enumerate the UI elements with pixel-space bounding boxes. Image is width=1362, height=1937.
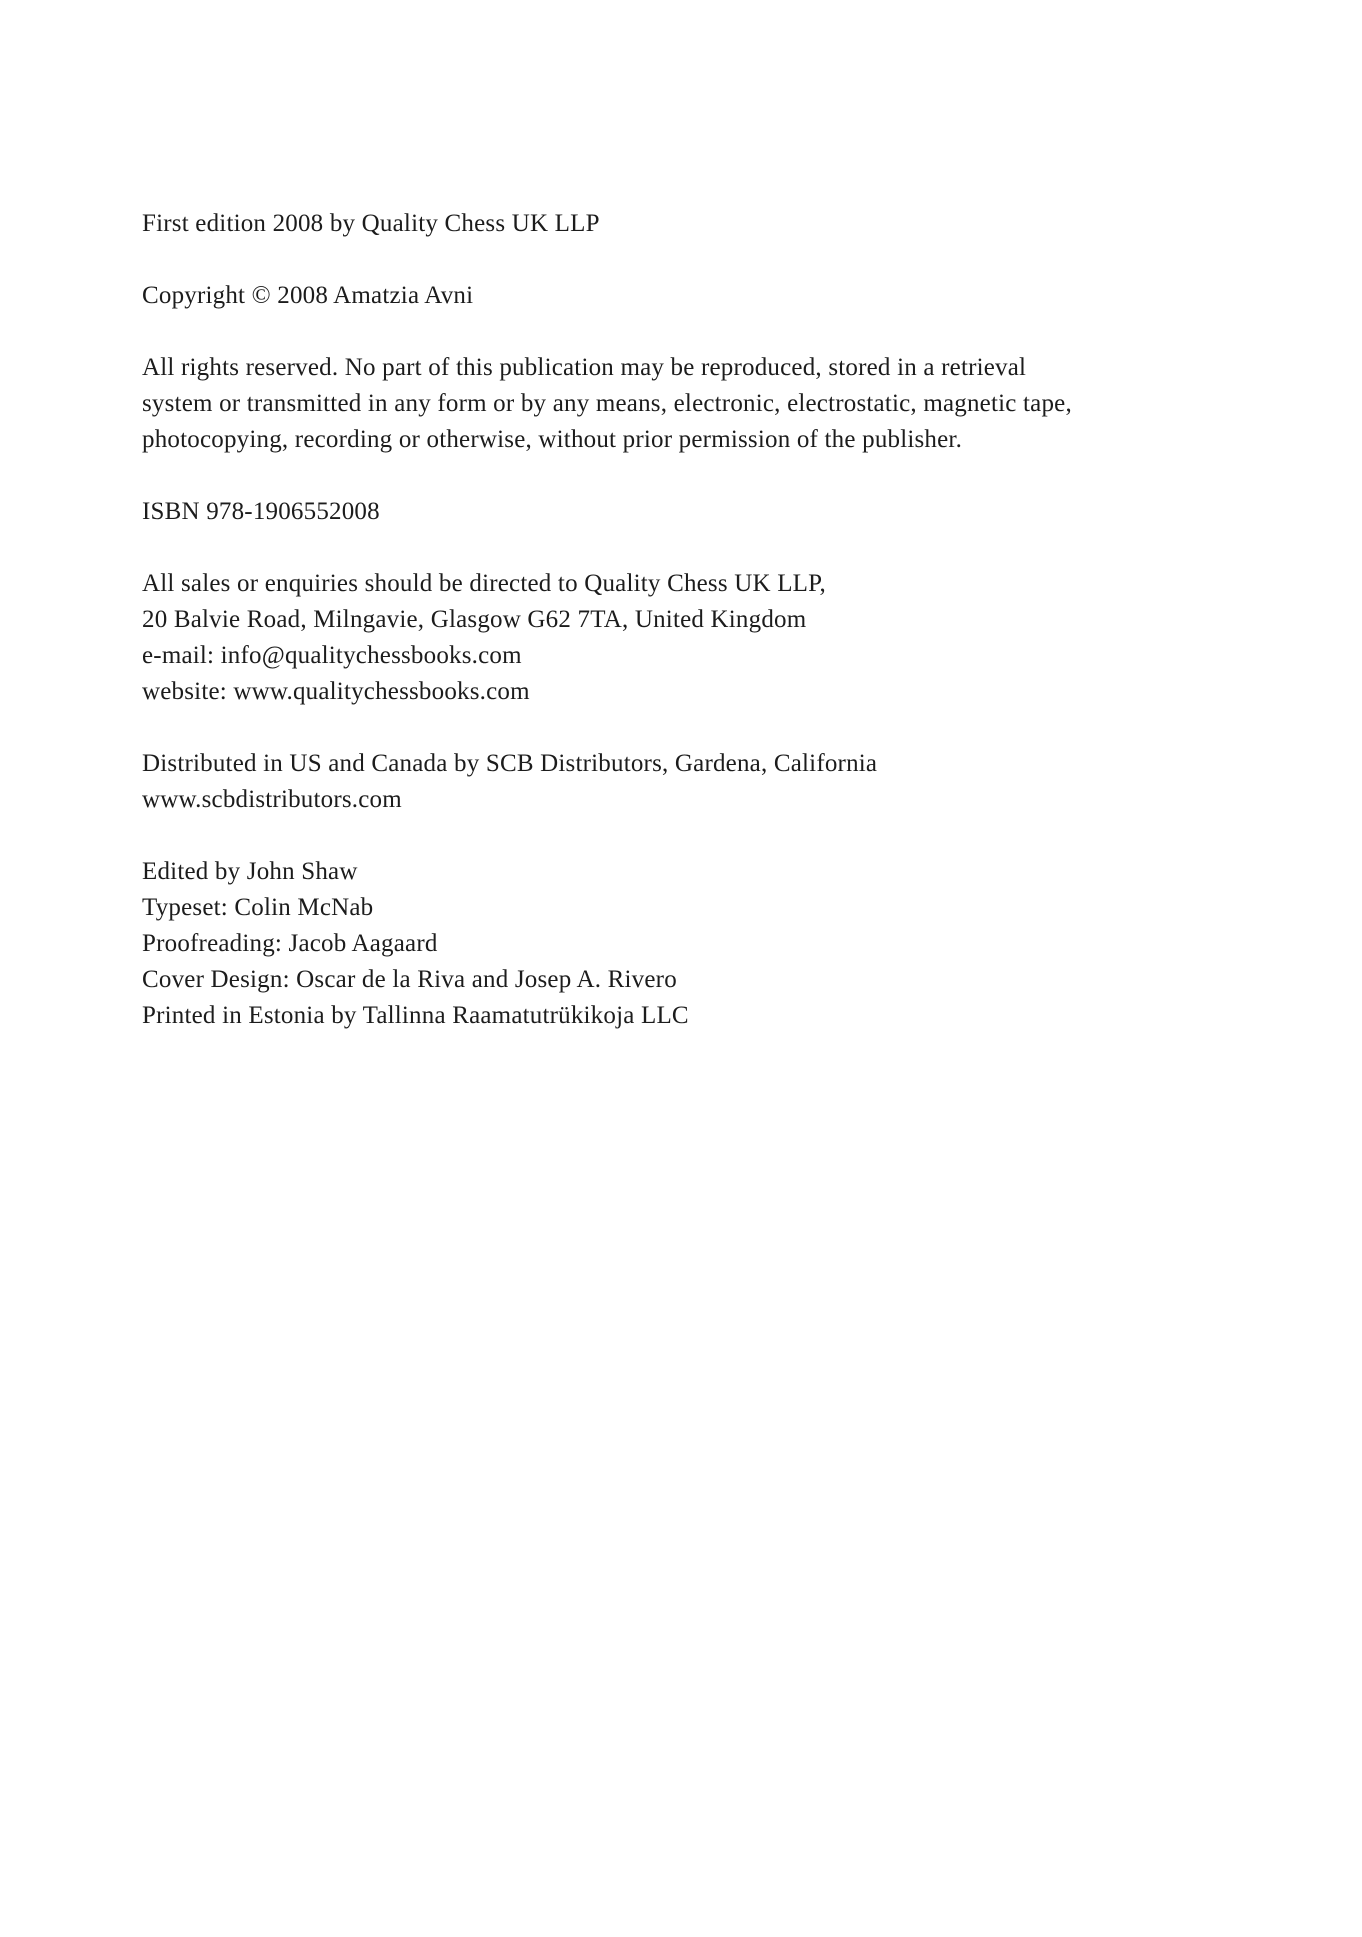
- paragraph-distribution: [142, 746, 1262, 818]
- text-line: e-mail: info@qualitychessbooks.com: [142, 642, 522, 669]
- imprint-text-block: [142, 206, 1262, 1034]
- text-line: photocopying, recording or otherwise, without prior permission of the publisher.: [142, 426, 963, 453]
- paragraph-credits: [142, 854, 1262, 1034]
- paragraph-copyright-line: [142, 278, 1262, 314]
- text-line: Printed in Estonia by Tallinna Raamatutrükikoja LLC: [142, 1002, 689, 1029]
- text-line: First edition 2008 by Quality Chess UK LLP: [142, 210, 600, 237]
- paragraph-isbn: [142, 494, 1262, 530]
- text-line: www.scbdistributors.com: [142, 786, 402, 813]
- text-line: 20 Balvie Road, Milngavie, Glasgow G62 7TA, United Kingdom: [142, 606, 807, 633]
- text-line: ISBN 978-1906552008: [142, 498, 380, 525]
- text-line: website: www.qualitychessbooks.com: [142, 678, 530, 705]
- paragraph-rights-notice: [142, 350, 1262, 458]
- text-line: Typeset: Colin McNab: [142, 894, 374, 921]
- text-line: Copyright © 2008 Amatzia Avni: [142, 282, 474, 309]
- text-line: Cover Design: Oscar de la Riva and Josep A. Rivero: [142, 966, 677, 993]
- text-line: Edited by John Shaw: [142, 858, 358, 885]
- paragraph-edition-line: [142, 206, 1262, 242]
- text-line: All sales or enquiries should be directed to Quality Chess UK LLP,: [142, 570, 826, 597]
- text-line: Proofreading: Jacob Aagaard: [142, 930, 438, 957]
- paragraph-publisher-contact: [142, 566, 1262, 710]
- text-line: All rights reserved. No part of this publication may be reproduced, stored in a retrieval: [142, 354, 1027, 381]
- text-line: Distributed in US and Canada by SCB Distributors, Gardena, California: [142, 750, 878, 777]
- text-line: system or transmitted in any form or by any means, electronic, electrostatic, magnetic tape,: [142, 390, 1072, 417]
